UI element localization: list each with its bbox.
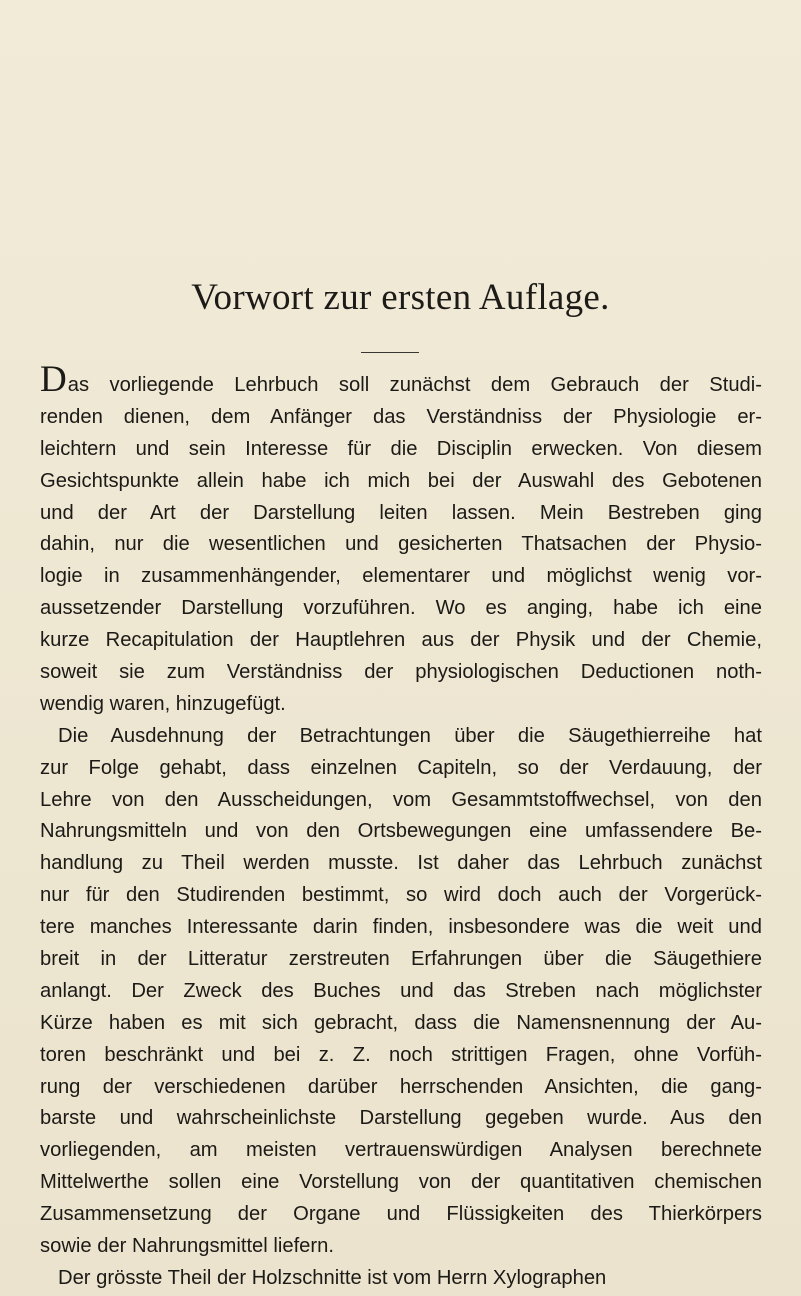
text-line: Zusammensetzung der Organe und Flüssigkeiten des Thierkörpers bbox=[40, 1203, 762, 1226]
text-line: leichtern und sein Interesse für die Disciplin erwecken. Von diesem bbox=[40, 437, 762, 460]
text-line: aussetzender Darstellung vorzuführen. Wo es anging, habe ich eine bbox=[40, 597, 762, 620]
text-line: dahin, nur die wesentlichen und gesicherten Thatsachen der Physio- bbox=[40, 533, 762, 556]
text-line: vorliegenden, am meisten vertrauenswürdigen Analysen berechnete bbox=[40, 1139, 762, 1162]
title-divider bbox=[361, 352, 419, 353]
text-line: und der Art der Darstellung leiten lassen. Mein Bestreben ging bbox=[40, 501, 762, 524]
text-line-1 bbox=[40, 359, 762, 402]
text-line: Kürze haben es mit sich gebracht, dass die Namensnennung der Au- bbox=[40, 1011, 762, 1034]
text-line: kurze Recapitulation der Hauptlehren aus der Physik und der Chemie, bbox=[40, 629, 762, 652]
text-line: rung der verschiedenen darüber herrschenden Ansichten, die gang- bbox=[40, 1075, 762, 1098]
text-line: sowie der Nahrungsmittel liefern. bbox=[40, 1235, 334, 1258]
text-line: logie in zusammenhängender, elementarer und möglichst wenig vor- bbox=[40, 565, 762, 588]
page-title: Vorwort zur ersten Auflage. bbox=[191, 277, 610, 318]
drop-cap: D bbox=[40, 359, 67, 400]
text-line: toren beschränkt und bei z. Z. noch strittigen Fragen, ohne Vorfüh- bbox=[40, 1043, 762, 1066]
body-text bbox=[40, 359, 762, 1295]
text-line: Der grösste Theil der Holzschnitte ist vom Herrn Xylographen bbox=[58, 1266, 607, 1289]
text-line: soweit sie zum Verständniss der physiologischen Deductionen noth- bbox=[40, 661, 762, 684]
text-line: renden dienen, dem Anfänger das Verständniss der Physiologie er- bbox=[40, 405, 762, 428]
text-line: handlung zu Theil werden musste. Ist daher das Lehrbuch zunächst bbox=[40, 852, 762, 875]
text-line: Nahrungsmitteln und von den Ortsbewegungen eine umfassendere Be- bbox=[40, 820, 762, 843]
text-line: tere manches Interessante darin finden, insbesondere was die weit und bbox=[40, 916, 762, 939]
text-line: zur Folge gehabt, dass einzelnen Capiteln, so der Verdauung, der bbox=[40, 756, 762, 779]
text-line: anlangt. Der Zweck des Buches und das Streben nach möglichster bbox=[40, 979, 762, 1002]
text-line: breit in der Litteratur zerstreuten Erfahrungen über die Säugethiere bbox=[40, 948, 762, 971]
text-line: Mittelwerthe sollen eine Vorstellung von der quantitativen chemischen bbox=[40, 1171, 762, 1194]
text-line: wendig waren, hinzugefügt. bbox=[40, 692, 286, 715]
text-line: Gesichtspunkte allein habe ich mich bei der Auswahl des Gebotenen bbox=[40, 469, 762, 492]
text-line: nur für den Studirenden bestimmt, so wird doch auch der Vorgerück- bbox=[40, 884, 762, 907]
text-line: Die Ausdehnung der Betrachtungen über die Säugethierreihe hat bbox=[58, 724, 762, 747]
text-line: barste und wahrscheinlichste Darstellung gegeben wurde. Aus den bbox=[40, 1107, 762, 1130]
text-line-1-content: as vorliegende Lehrbuch soll zunächst dem Gebrauch der Studi- bbox=[67, 374, 762, 396]
text-line: Lehre von den Ausscheidungen, vom Gesammtstoffwechsel, von den bbox=[40, 788, 762, 811]
